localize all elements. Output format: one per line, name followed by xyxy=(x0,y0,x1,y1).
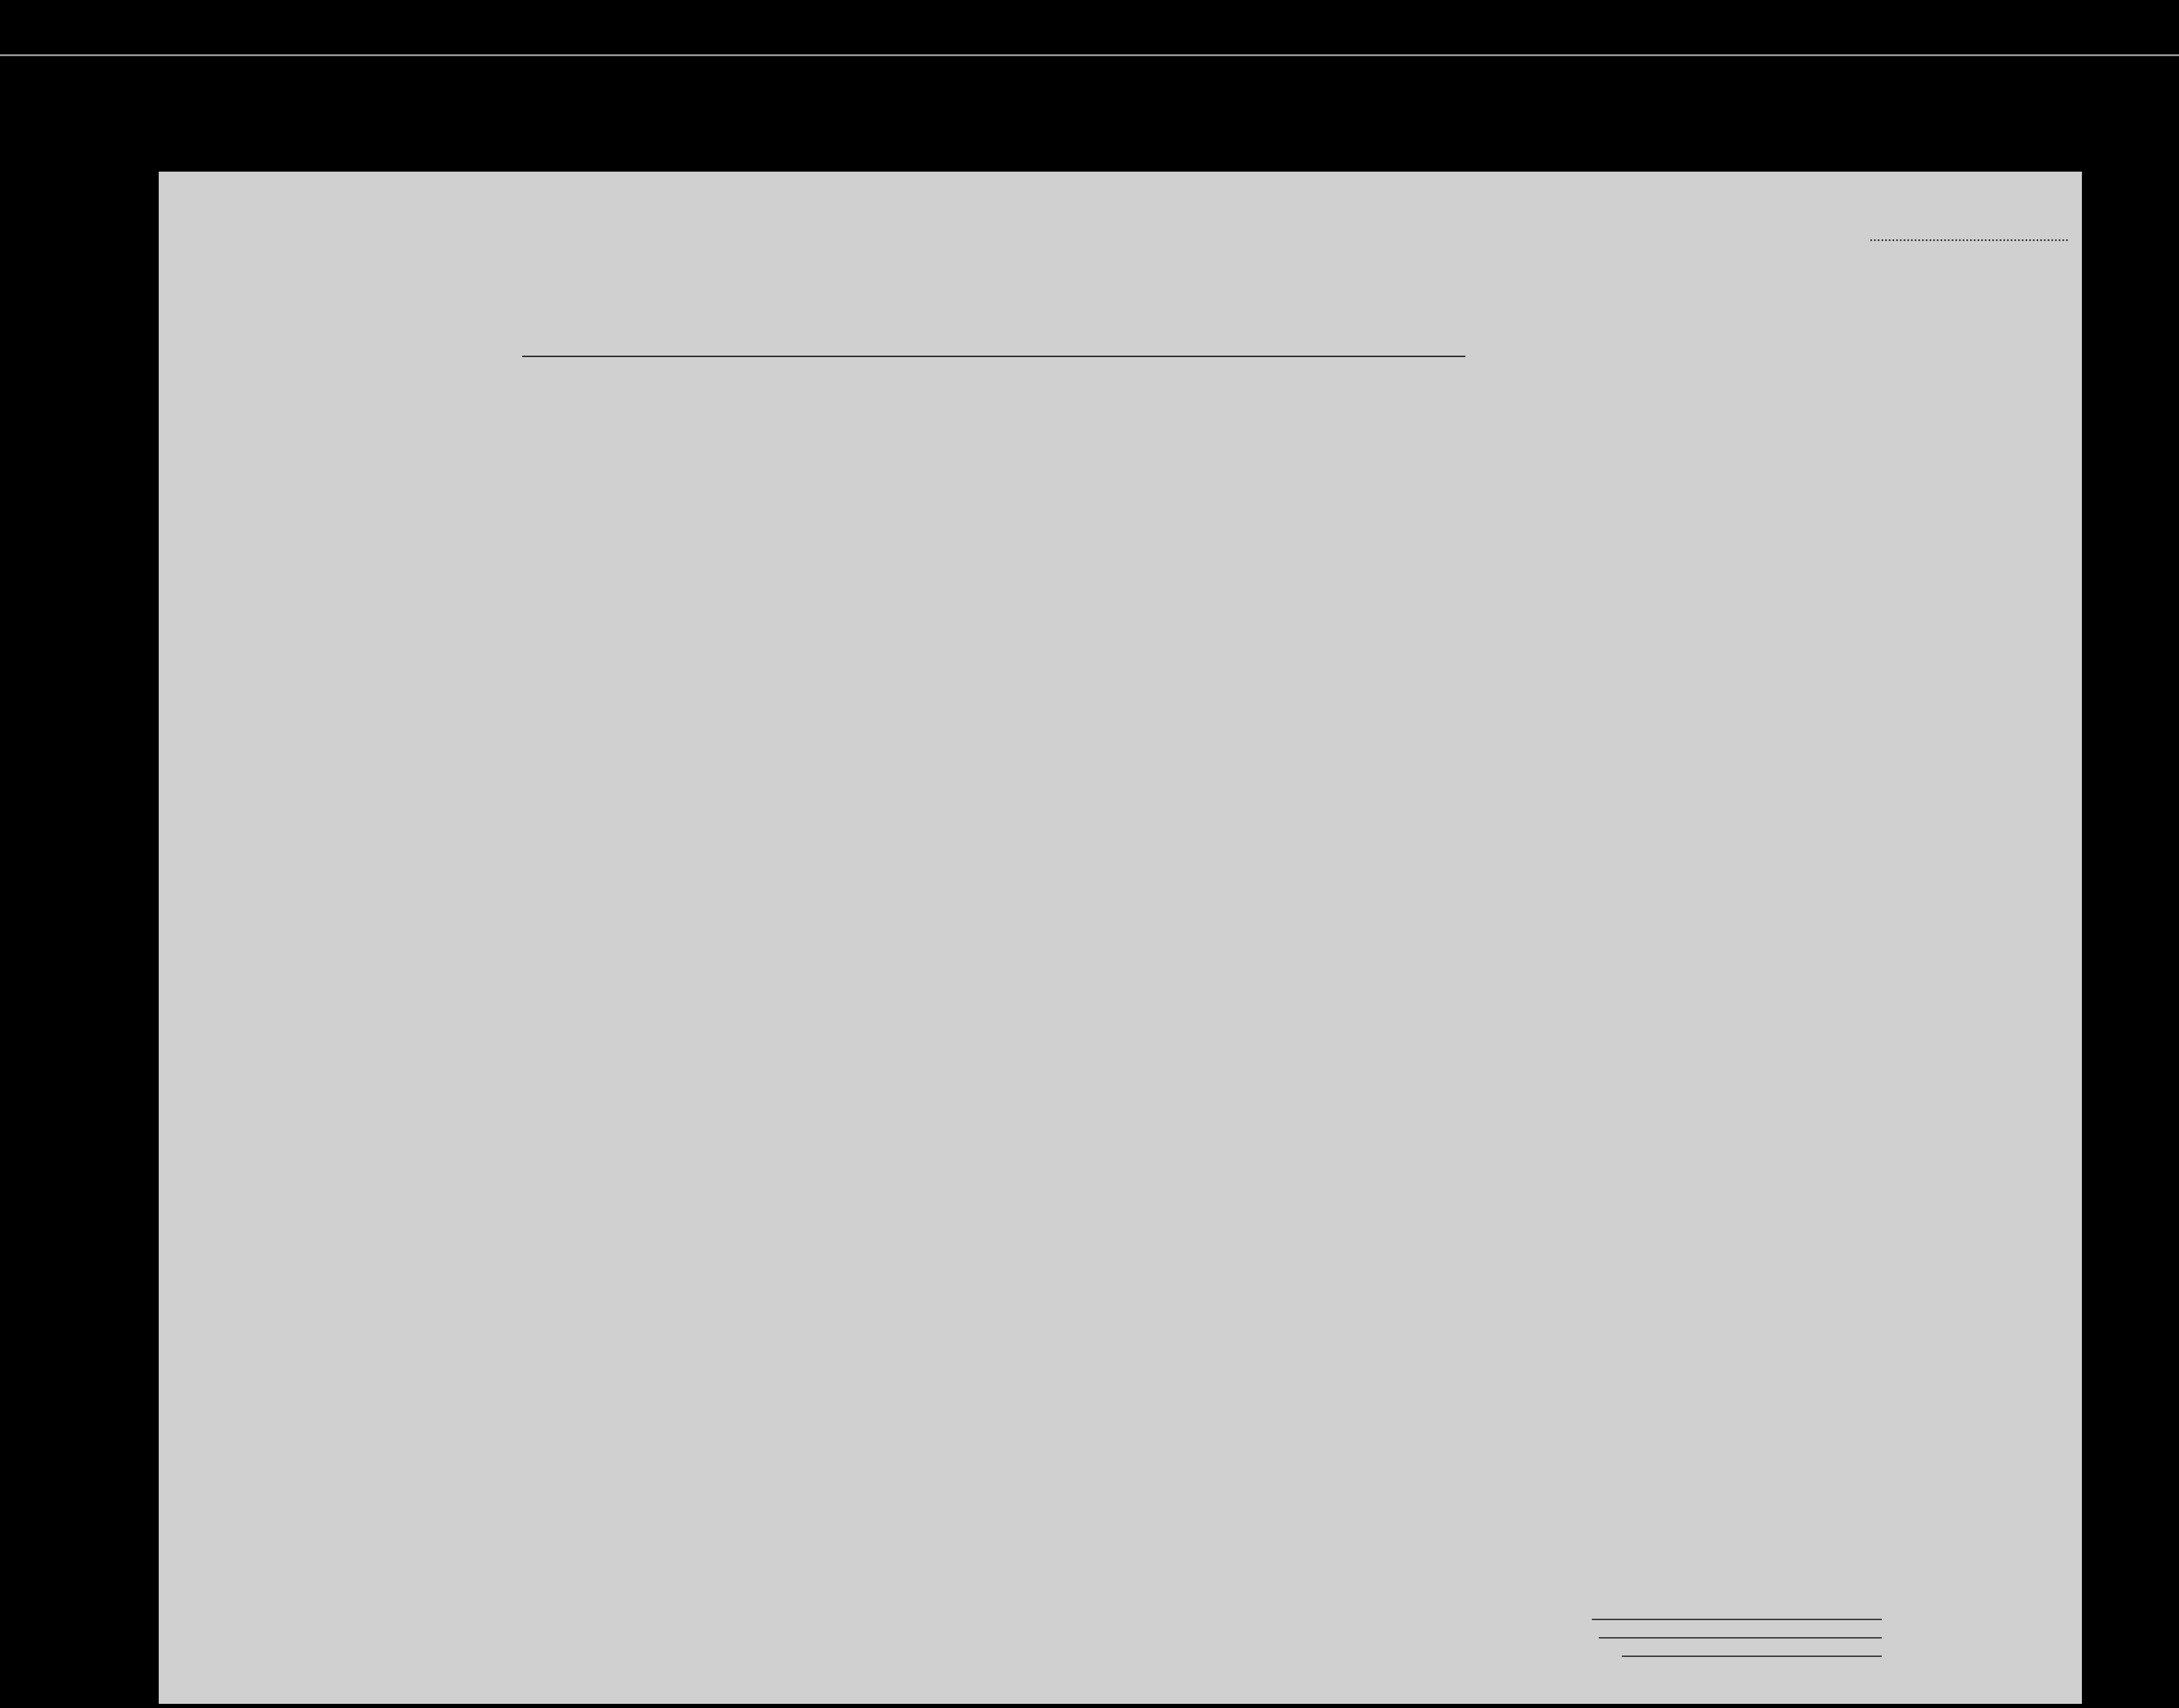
scan-top-line xyxy=(0,54,2179,56)
manifest-page xyxy=(159,172,2082,1704)
form-grid xyxy=(159,172,2082,1704)
owners-signature-line xyxy=(1599,1637,1882,1639)
line-signature-line xyxy=(1592,1619,1882,1620)
local-agents-signature-line xyxy=(1622,1656,1882,1657)
